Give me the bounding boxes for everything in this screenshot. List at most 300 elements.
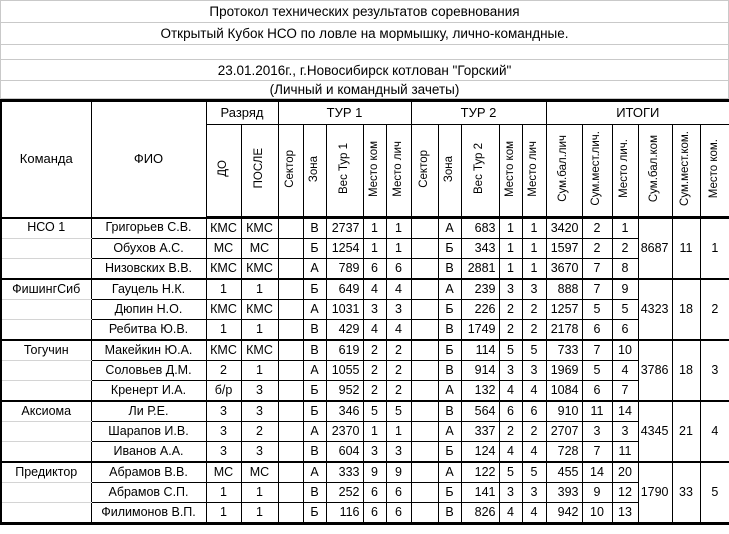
col-header-2 bbox=[278, 125, 303, 218]
result-row bbox=[1, 239, 729, 259]
rank-after-cell: МС bbox=[241, 462, 278, 483]
place-team-cell: 3 bbox=[700, 340, 729, 401]
t2-weight-cell: 124 bbox=[461, 442, 499, 463]
t2-place-ind-cell: 1 bbox=[522, 239, 546, 259]
t2-zone-cell: Б bbox=[438, 483, 461, 503]
t2-place-ind-cell: 6 bbox=[522, 401, 546, 422]
fio-cell: Гауцель Н.К. bbox=[91, 279, 206, 300]
t2-weight-cell: 239 bbox=[461, 279, 499, 300]
col-header-label: Место лич bbox=[391, 140, 404, 197]
t2-place-team-cell: 1 bbox=[499, 218, 522, 239]
t2-place-team-cell: 4 bbox=[499, 503, 522, 524]
t2-place-team-cell: 4 bbox=[499, 381, 522, 402]
place-team-cell: 2 bbox=[700, 279, 729, 340]
col-header-label: Сектор bbox=[417, 149, 430, 188]
t2-place-team-cell: 2 bbox=[499, 422, 522, 442]
title-line-3-empty bbox=[1, 45, 728, 60]
rank-before-cell: 3 bbox=[206, 401, 241, 422]
team-name-spacer bbox=[1, 361, 91, 381]
t2-weight-cell: 1749 bbox=[461, 320, 499, 341]
t1-weight-cell: 1031 bbox=[326, 300, 363, 320]
rank-after-cell: КМС bbox=[241, 218, 278, 239]
t2-place-team-cell: 5 bbox=[499, 462, 522, 483]
sum-places-ind-cell: 5 bbox=[582, 300, 612, 320]
t1-sector-cell bbox=[278, 259, 303, 280]
fio-cell: Макейкин Ю.А. bbox=[91, 340, 206, 361]
t1-place-ind-cell: 4 bbox=[386, 279, 411, 300]
results-table bbox=[0, 99, 729, 525]
result-row bbox=[1, 279, 729, 300]
t2-weight-cell: 2881 bbox=[461, 259, 499, 280]
col-header-11 bbox=[522, 125, 546, 218]
t2-place-ind-cell: 3 bbox=[522, 279, 546, 300]
fio-cell: Иванов А.А. bbox=[91, 442, 206, 463]
t2-place-team-cell: 2 bbox=[499, 320, 522, 341]
result-row bbox=[1, 483, 729, 503]
t2-zone-cell: А bbox=[438, 462, 461, 483]
t2-sector-cell bbox=[411, 300, 438, 320]
t1-place-team-cell: 6 bbox=[363, 483, 386, 503]
sum-points-team-cell: 3786 bbox=[638, 340, 672, 401]
sum-places-ind-cell: 7 bbox=[582, 340, 612, 361]
t2-zone-cell: Б bbox=[438, 442, 461, 463]
col-header-15 bbox=[638, 125, 672, 218]
group-header-rank: Разряд bbox=[206, 101, 278, 125]
t1-zone-cell: А bbox=[303, 259, 326, 280]
place-ind-cell: 20 bbox=[612, 462, 638, 483]
t2-zone-cell: Б bbox=[438, 300, 461, 320]
sum-places-team-cell: 18 bbox=[672, 279, 700, 340]
team-name-cell: ФишингСиб bbox=[1, 279, 91, 300]
t2-sector-cell bbox=[411, 218, 438, 239]
place-ind-cell: 10 bbox=[612, 340, 638, 361]
sum-places-ind-cell: 2 bbox=[582, 218, 612, 239]
team-name-spacer bbox=[1, 320, 91, 341]
rank-before-cell: КМС bbox=[206, 300, 241, 320]
t1-place-team-cell: 6 bbox=[363, 503, 386, 524]
t2-sector-cell bbox=[411, 279, 438, 300]
sum-points-ind-cell: 1969 bbox=[546, 361, 582, 381]
t1-place-ind-cell: 4 bbox=[386, 320, 411, 341]
fio-cell: Соловьев Д.М. bbox=[91, 361, 206, 381]
col-header-label: Вес Тур 2 bbox=[473, 143, 486, 195]
t1-place-team-cell: 3 bbox=[363, 300, 386, 320]
t1-weight-cell: 252 bbox=[326, 483, 363, 503]
t1-sector-cell bbox=[278, 300, 303, 320]
t2-place-team-cell: 3 bbox=[499, 483, 522, 503]
t2-weight-cell: 141 bbox=[461, 483, 499, 503]
t1-zone-cell: Б bbox=[303, 503, 326, 524]
t1-place-ind-cell: 2 bbox=[386, 381, 411, 402]
sum-places-ind-cell: 9 bbox=[582, 483, 612, 503]
t1-sector-cell bbox=[278, 442, 303, 463]
fio-cell: Кренерт И.А. bbox=[91, 381, 206, 402]
t1-weight-cell: 333 bbox=[326, 462, 363, 483]
place-ind-cell: 13 bbox=[612, 503, 638, 524]
result-row bbox=[1, 320, 729, 341]
t2-place-ind-cell: 3 bbox=[522, 483, 546, 503]
t2-sector-cell bbox=[411, 483, 438, 503]
sum-points-ind-cell: 888 bbox=[546, 279, 582, 300]
t1-sector-cell bbox=[278, 340, 303, 361]
place-ind-cell: 1 bbox=[612, 218, 638, 239]
col-header-4 bbox=[326, 125, 363, 218]
t2-place-ind-cell: 2 bbox=[522, 422, 546, 442]
col-header-label: Место лич. bbox=[618, 139, 631, 199]
t2-zone-cell: В bbox=[438, 320, 461, 341]
t2-zone-cell: Б bbox=[438, 340, 461, 361]
t2-place-team-cell: 3 bbox=[499, 279, 522, 300]
t1-sector-cell bbox=[278, 239, 303, 259]
t2-zone-cell: А bbox=[438, 422, 461, 442]
result-row bbox=[1, 401, 729, 422]
t2-zone-cell: А bbox=[438, 381, 461, 402]
col-header-6 bbox=[386, 125, 411, 218]
sum-points-ind-cell: 2707 bbox=[546, 422, 582, 442]
sum-points-ind-cell: 2178 bbox=[546, 320, 582, 341]
t1-weight-cell: 604 bbox=[326, 442, 363, 463]
col-header-10 bbox=[499, 125, 522, 218]
t1-place-team-cell: 1 bbox=[363, 218, 386, 239]
t2-sector-cell bbox=[411, 401, 438, 422]
team-name-cell: Предиктор bbox=[1, 462, 91, 483]
t1-sector-cell bbox=[278, 422, 303, 442]
t2-zone-cell: В bbox=[438, 401, 461, 422]
t2-zone-cell: А bbox=[438, 218, 461, 239]
team-name-spacer bbox=[1, 259, 91, 280]
t2-sector-cell bbox=[411, 442, 438, 463]
sum-points-ind-cell: 942 bbox=[546, 503, 582, 524]
col-header-1 bbox=[241, 125, 278, 218]
rank-after-cell: 1 bbox=[241, 503, 278, 524]
t1-zone-cell: В bbox=[303, 320, 326, 341]
rank-before-cell: 1 bbox=[206, 483, 241, 503]
t2-place-ind-cell: 2 bbox=[522, 300, 546, 320]
col-header-team: Команда bbox=[1, 101, 91, 218]
t2-weight-cell: 826 bbox=[461, 503, 499, 524]
t1-weight-cell: 429 bbox=[326, 320, 363, 341]
t2-place-ind-cell: 4 bbox=[522, 503, 546, 524]
t1-place-team-cell: 1 bbox=[363, 422, 386, 442]
sum-places-ind-cell: 6 bbox=[582, 320, 612, 341]
header-group-row bbox=[1, 101, 729, 125]
result-row bbox=[1, 381, 729, 402]
t2-place-ind-cell: 1 bbox=[522, 259, 546, 280]
col-header-16 bbox=[672, 125, 700, 218]
t2-weight-cell: 122 bbox=[461, 462, 499, 483]
col-header-fio: ФИО bbox=[91, 101, 206, 218]
col-header-label: Сум.мест.лич. bbox=[590, 131, 603, 206]
col-header-label: Место лич bbox=[527, 140, 540, 197]
col-header-8 bbox=[438, 125, 461, 218]
t2-zone-cell: Б bbox=[438, 239, 461, 259]
place-team-cell: 5 bbox=[700, 462, 729, 524]
t1-sector-cell bbox=[278, 218, 303, 239]
rank-after-cell: КМС bbox=[241, 259, 278, 280]
col-header-label: Сум.бал.ком bbox=[648, 135, 661, 203]
rank-before-cell: МС bbox=[206, 239, 241, 259]
team-name-spacer bbox=[1, 503, 91, 524]
sum-places-ind-cell: 14 bbox=[582, 462, 612, 483]
t1-place-team-cell: 3 bbox=[363, 442, 386, 463]
t2-sector-cell bbox=[411, 462, 438, 483]
t2-sector-cell bbox=[411, 503, 438, 524]
rank-after-cell: 1 bbox=[241, 320, 278, 341]
t1-weight-cell: 346 bbox=[326, 401, 363, 422]
result-row bbox=[1, 503, 729, 524]
sum-places-ind-cell: 7 bbox=[582, 259, 612, 280]
t1-weight-cell: 619 bbox=[326, 340, 363, 361]
place-ind-cell: 4 bbox=[612, 361, 638, 381]
rank-before-cell: 3 bbox=[206, 422, 241, 442]
sum-places-ind-cell: 6 bbox=[582, 381, 612, 402]
fio-cell: Абрамов С.П. bbox=[91, 483, 206, 503]
results-body bbox=[1, 218, 729, 524]
sum-points-team-cell: 4323 bbox=[638, 279, 672, 340]
title-line-4-date-location: 23.01.2016г., г.Новосибирск котлован "Горский" bbox=[1, 60, 728, 81]
t2-sector-cell bbox=[411, 259, 438, 280]
team-name-cell: Тогучин bbox=[1, 340, 91, 361]
col-header-13 bbox=[582, 125, 612, 218]
t1-zone-cell: Б bbox=[303, 381, 326, 402]
t2-weight-cell: 337 bbox=[461, 422, 499, 442]
team-name-cell: Аксиома bbox=[1, 401, 91, 422]
rank-before-cell: 1 bbox=[206, 279, 241, 300]
t2-place-ind-cell: 4 bbox=[522, 442, 546, 463]
group-header-tour1: ТУР 1 bbox=[278, 101, 411, 125]
t2-place-ind-cell: 4 bbox=[522, 381, 546, 402]
sum-points-ind-cell: 3670 bbox=[546, 259, 582, 280]
team-name-cell: НСО 1 bbox=[1, 218, 91, 239]
t2-weight-cell: 343 bbox=[461, 239, 499, 259]
result-row bbox=[1, 218, 729, 239]
t2-place-team-cell: 6 bbox=[499, 401, 522, 422]
rank-before-cell: МС bbox=[206, 462, 241, 483]
rank-after-cell: 1 bbox=[241, 361, 278, 381]
t1-place-ind-cell: 6 bbox=[386, 259, 411, 280]
col-header-0 bbox=[206, 125, 241, 218]
rank-after-cell: 1 bbox=[241, 279, 278, 300]
sum-points-ind-cell: 455 bbox=[546, 462, 582, 483]
col-header-12 bbox=[546, 125, 582, 218]
sum-points-ind-cell: 733 bbox=[546, 340, 582, 361]
rank-before-cell: КМС bbox=[206, 218, 241, 239]
rank-after-cell: 1 bbox=[241, 483, 278, 503]
t1-place-ind-cell: 1 bbox=[386, 239, 411, 259]
t1-place-ind-cell: 3 bbox=[386, 300, 411, 320]
t2-sector-cell bbox=[411, 381, 438, 402]
fio-cell: Ребитва Ю.В. bbox=[91, 320, 206, 341]
sum-places-team-cell: 33 bbox=[672, 462, 700, 524]
t1-zone-cell: А bbox=[303, 462, 326, 483]
fio-cell: Шарапов И.В. bbox=[91, 422, 206, 442]
t2-zone-cell: В bbox=[438, 259, 461, 280]
sum-points-team-cell: 4345 bbox=[638, 401, 672, 462]
rank-before-cell: б/р bbox=[206, 381, 241, 402]
t1-sector-cell bbox=[278, 361, 303, 381]
rank-after-cell: КМС bbox=[241, 340, 278, 361]
place-ind-cell: 8 bbox=[612, 259, 638, 280]
col-header-label: ПОСЛЕ bbox=[252, 148, 265, 189]
sum-places-ind-cell: 5 bbox=[582, 361, 612, 381]
t1-weight-cell: 789 bbox=[326, 259, 363, 280]
sum-points-ind-cell: 1597 bbox=[546, 239, 582, 259]
col-header-label: Место ком bbox=[367, 140, 380, 197]
t2-sector-cell bbox=[411, 361, 438, 381]
sum-points-team-cell: 1790 bbox=[638, 462, 672, 524]
sum-places-ind-cell: 7 bbox=[582, 442, 612, 463]
fio-cell: Дюпин Н.О. bbox=[91, 300, 206, 320]
t1-zone-cell: А bbox=[303, 422, 326, 442]
t1-place-team-cell: 1 bbox=[363, 239, 386, 259]
sum-points-ind-cell: 393 bbox=[546, 483, 582, 503]
t1-sector-cell bbox=[278, 503, 303, 524]
t1-zone-cell: Б bbox=[303, 239, 326, 259]
col-header-label: ДО bbox=[216, 160, 229, 177]
t1-zone-cell: А bbox=[303, 300, 326, 320]
t1-sector-cell bbox=[278, 483, 303, 503]
t1-zone-cell: В bbox=[303, 442, 326, 463]
sum-points-team-cell: 8687 bbox=[638, 218, 672, 280]
t1-place-team-cell: 2 bbox=[363, 361, 386, 381]
t1-sector-cell bbox=[278, 401, 303, 422]
t1-sector-cell bbox=[278, 279, 303, 300]
t1-weight-cell: 116 bbox=[326, 503, 363, 524]
col-header-3 bbox=[303, 125, 326, 218]
t1-weight-cell: 2370 bbox=[326, 422, 363, 442]
rank-before-cell: 3 bbox=[206, 442, 241, 463]
fio-cell: Низовских В.В. bbox=[91, 259, 206, 280]
team-name-spacer bbox=[1, 381, 91, 402]
place-ind-cell: 9 bbox=[612, 279, 638, 300]
t2-weight-cell: 114 bbox=[461, 340, 499, 361]
fio-cell: Обухов А.С. bbox=[91, 239, 206, 259]
t2-zone-cell: В bbox=[438, 503, 461, 524]
t2-weight-cell: 683 bbox=[461, 218, 499, 239]
sum-points-ind-cell: 3420 bbox=[546, 218, 582, 239]
t2-weight-cell: 914 bbox=[461, 361, 499, 381]
sum-places-ind-cell: 2 bbox=[582, 239, 612, 259]
t1-zone-cell: Б bbox=[303, 279, 326, 300]
result-row bbox=[1, 340, 729, 361]
col-header-label: Место ком. bbox=[708, 139, 721, 199]
t1-place-team-cell: 5 bbox=[363, 401, 386, 422]
sum-places-ind-cell: 7 bbox=[582, 279, 612, 300]
sum-places-ind-cell: 10 bbox=[582, 503, 612, 524]
place-ind-cell: 6 bbox=[612, 320, 638, 341]
title-line-2: Открытый Кубок НСО по ловле на мормышку, лично-командные. bbox=[1, 23, 728, 45]
place-ind-cell: 11 bbox=[612, 442, 638, 463]
result-row bbox=[1, 422, 729, 442]
t1-weight-cell: 952 bbox=[326, 381, 363, 402]
t1-weight-cell: 1055 bbox=[326, 361, 363, 381]
t1-place-ind-cell: 6 bbox=[386, 503, 411, 524]
t1-sector-cell bbox=[278, 320, 303, 341]
t2-place-team-cell: 4 bbox=[499, 442, 522, 463]
t1-place-team-cell: 9 bbox=[363, 462, 386, 483]
t1-zone-cell: А bbox=[303, 361, 326, 381]
t2-place-team-cell: 3 bbox=[499, 361, 522, 381]
t2-place-ind-cell: 1 bbox=[522, 218, 546, 239]
t1-place-team-cell: 2 bbox=[363, 340, 386, 361]
rank-before-cell: 2 bbox=[206, 361, 241, 381]
t1-weight-cell: 649 bbox=[326, 279, 363, 300]
t2-weight-cell: 132 bbox=[461, 381, 499, 402]
result-row bbox=[1, 462, 729, 483]
group-header-tour2: ТУР 2 bbox=[411, 101, 546, 125]
col-header-label: Сум.бал.лич bbox=[557, 135, 570, 203]
result-row bbox=[1, 442, 729, 463]
t2-place-team-cell: 1 bbox=[499, 259, 522, 280]
fio-cell: Григорьев С.В. bbox=[91, 218, 206, 239]
t1-sector-cell bbox=[278, 462, 303, 483]
t1-place-ind-cell: 6 bbox=[386, 483, 411, 503]
t2-sector-cell bbox=[411, 422, 438, 442]
t2-place-team-cell: 1 bbox=[499, 239, 522, 259]
place-ind-cell: 5 bbox=[612, 300, 638, 320]
sum-places-team-cell: 18 bbox=[672, 340, 700, 401]
sum-places-team-cell: 11 bbox=[672, 218, 700, 280]
t1-zone-cell: Б bbox=[303, 401, 326, 422]
t2-place-ind-cell: 5 bbox=[522, 340, 546, 361]
t1-place-ind-cell: 9 bbox=[386, 462, 411, 483]
t1-place-ind-cell: 1 bbox=[386, 218, 411, 239]
t2-sector-cell bbox=[411, 340, 438, 361]
rank-before-cell: 1 bbox=[206, 503, 241, 524]
t1-place-team-cell: 4 bbox=[363, 320, 386, 341]
t1-place-team-cell: 2 bbox=[363, 381, 386, 402]
t2-weight-cell: 226 bbox=[461, 300, 499, 320]
sum-points-ind-cell: 1084 bbox=[546, 381, 582, 402]
t2-place-ind-cell: 5 bbox=[522, 462, 546, 483]
col-header-label: Вес Тур 1 bbox=[337, 143, 350, 195]
team-name-spacer bbox=[1, 422, 91, 442]
rank-after-cell: МС bbox=[241, 239, 278, 259]
rank-after-cell: 3 bbox=[241, 381, 278, 402]
t2-zone-cell: В bbox=[438, 361, 461, 381]
t1-place-ind-cell: 3 bbox=[386, 442, 411, 463]
rank-before-cell: 1 bbox=[206, 320, 241, 341]
t1-place-ind-cell: 1 bbox=[386, 422, 411, 442]
t1-place-team-cell: 4 bbox=[363, 279, 386, 300]
t1-sector-cell bbox=[278, 381, 303, 402]
t1-place-ind-cell: 2 bbox=[386, 340, 411, 361]
title-line-5-subtitle: (Личный и командный зачеты) bbox=[1, 81, 728, 99]
sum-places-ind-cell: 3 bbox=[582, 422, 612, 442]
result-row bbox=[1, 361, 729, 381]
fio-cell: Филимонов В.П. bbox=[91, 503, 206, 524]
t1-zone-cell: В bbox=[303, 483, 326, 503]
team-name-spacer bbox=[1, 483, 91, 503]
title-block bbox=[0, 0, 729, 99]
place-team-cell: 4 bbox=[700, 401, 729, 462]
place-ind-cell: 12 bbox=[612, 483, 638, 503]
place-ind-cell: 2 bbox=[612, 239, 638, 259]
t2-place-team-cell: 2 bbox=[499, 300, 522, 320]
result-row bbox=[1, 259, 729, 280]
sum-places-ind-cell: 11 bbox=[582, 401, 612, 422]
place-ind-cell: 3 bbox=[612, 422, 638, 442]
place-team-cell: 1 bbox=[700, 218, 729, 280]
t2-sector-cell bbox=[411, 320, 438, 341]
t1-place-ind-cell: 5 bbox=[386, 401, 411, 422]
place-ind-cell: 7 bbox=[612, 381, 638, 402]
t1-zone-cell: В bbox=[303, 340, 326, 361]
place-ind-cell: 14 bbox=[612, 401, 638, 422]
col-header-label: Место ком bbox=[503, 140, 516, 197]
t1-zone-cell: В bbox=[303, 218, 326, 239]
col-header-14 bbox=[612, 125, 638, 218]
